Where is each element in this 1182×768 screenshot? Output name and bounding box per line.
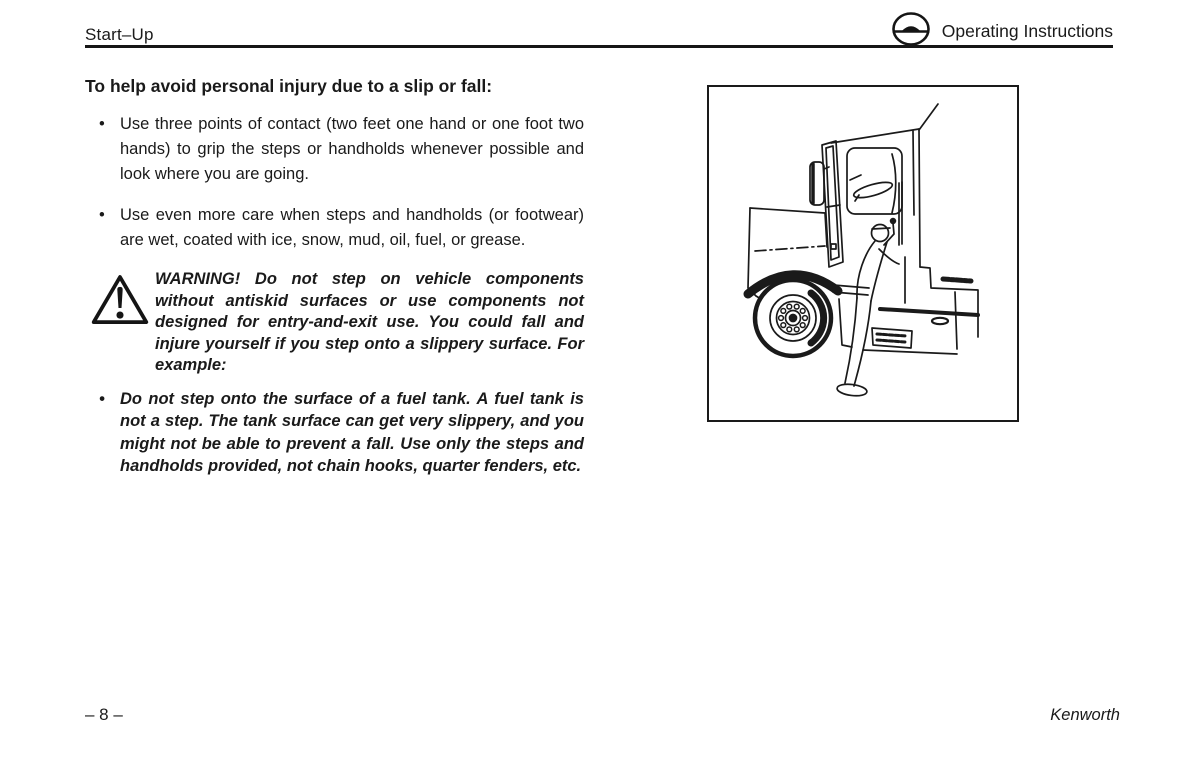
bullet-text: • Use three points of contact (two feet one hand or one foot two hands) to grip the steps or handholds whenever possible and look where you are going.: [120, 115, 584, 183]
header-rule: [85, 45, 1113, 48]
warning-triangle-icon: [89, 272, 151, 334]
warning-block: [85, 269, 584, 377]
page-number: – 8 –: [85, 705, 123, 724]
header-section-title: Start–Up: [85, 25, 154, 44]
bullet-item: [85, 203, 584, 253]
warning-text: WARNING! Do not step on vehicle components without antiskid surfaces or use components not designed for entry-and-exit use. You could fall and injure yourself if you step onto a slippery surface. For example:: [155, 270, 584, 374]
truck-figure: [707, 85, 1019, 422]
warning-bullet-item: [85, 388, 584, 478]
bullet-text: • Use even more care when steps and handholds (or footwear) are wet, coated with ice, snow, mud, oil, fuel, or grease.: [120, 206, 584, 249]
bullet-item: [85, 112, 584, 187]
warning-bullet-text: • Do not step onto the surface of a fuel tank. A fuel tank is not a step. The tank surface can get very slippery, and you might not be able to prevent a fall. Use only the steps and handholds provided, not chain hooks, quarter fenders, etc.: [120, 389, 584, 475]
header-chapter-title: Operating Instructions: [941, 21, 1113, 41]
truck-entry-illustration: [709, 87, 1017, 420]
safety-heading: To help avoid personal injury due to a slip or fall:: [85, 76, 493, 96]
brand-name: Kenworth: [1050, 706, 1120, 724]
text-column: [85, 76, 584, 478]
